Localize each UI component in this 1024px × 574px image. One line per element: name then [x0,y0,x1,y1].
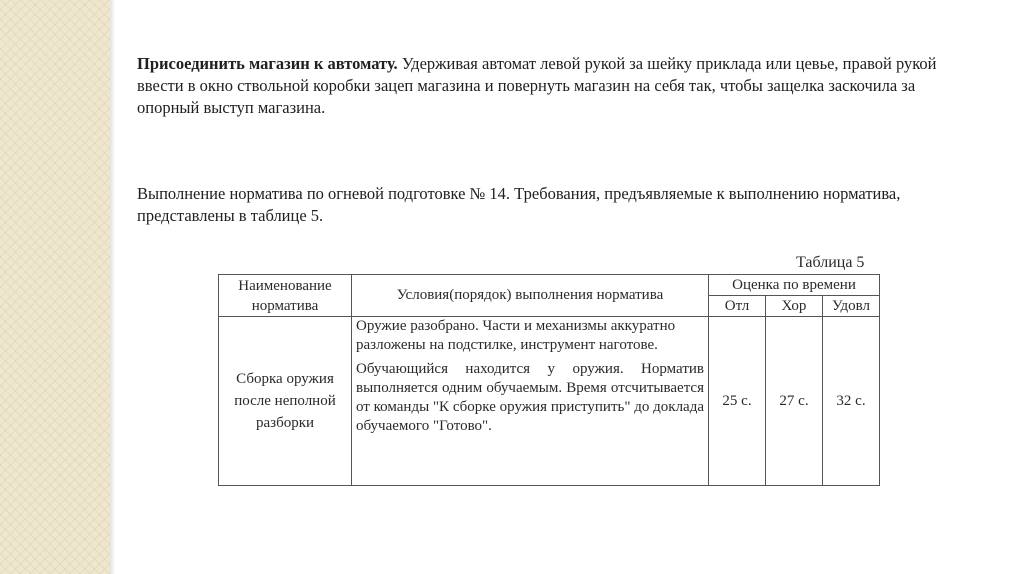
header-grade-good: Хор [766,296,823,317]
conditions-paragraph-1: Оружие разобрано. Части и механизмы аккуратно разложены на подстилке, инструмент наготове. [356,318,676,353]
header-norm-name: Наименование норматива [219,275,352,317]
table-caption: Таблица 5 [796,254,865,271]
header-conditions: Условия(порядок) выполнения норматива [352,275,709,317]
header-grade-satisfactory: Удовл [823,296,880,317]
decorative-side-band [0,0,110,574]
cell-time-satisfactory: 32 с. [823,317,880,486]
conditions-paragraph-2: Обучающийся находится у оружия. Норматив выполняется одним обучаемым. Время отсчитывается от команды "К сборке оружия приступить" до доклада обучаемого "Готово". [356,361,704,434]
paragraph-body: Удерживая автомат левой рукой за шейку приклада или цевье, правой рукой ввести в окно ствольной коробки зацеп магазина и повернуть магазин на себя так, чтобы защелка заскочила за опорный выступ магазина. [137,54,937,117]
cell-time-good: 27 с. [766,317,823,486]
paragraph-norm-intro: Выполнение норматива по огневой подготовке № 14. Требования, предъявляемые к выполнению норматива, представлены в таблице 5. [137,184,901,225]
paragraph-attach-magazine [137,53,957,119]
side-band-shadow [110,0,115,574]
norm-table [218,274,880,486]
header-time-grade: Оценка по времени [709,275,880,296]
header-grade-excellent: Отл [709,296,766,317]
cell-conditions [352,317,709,486]
cell-norm-name: Сборка оружия после неполной разборки [219,317,352,486]
cell-time-excellent: 25 с. [709,317,766,486]
paragraph-heading: Присоединить магазин к автомату. [137,54,398,73]
